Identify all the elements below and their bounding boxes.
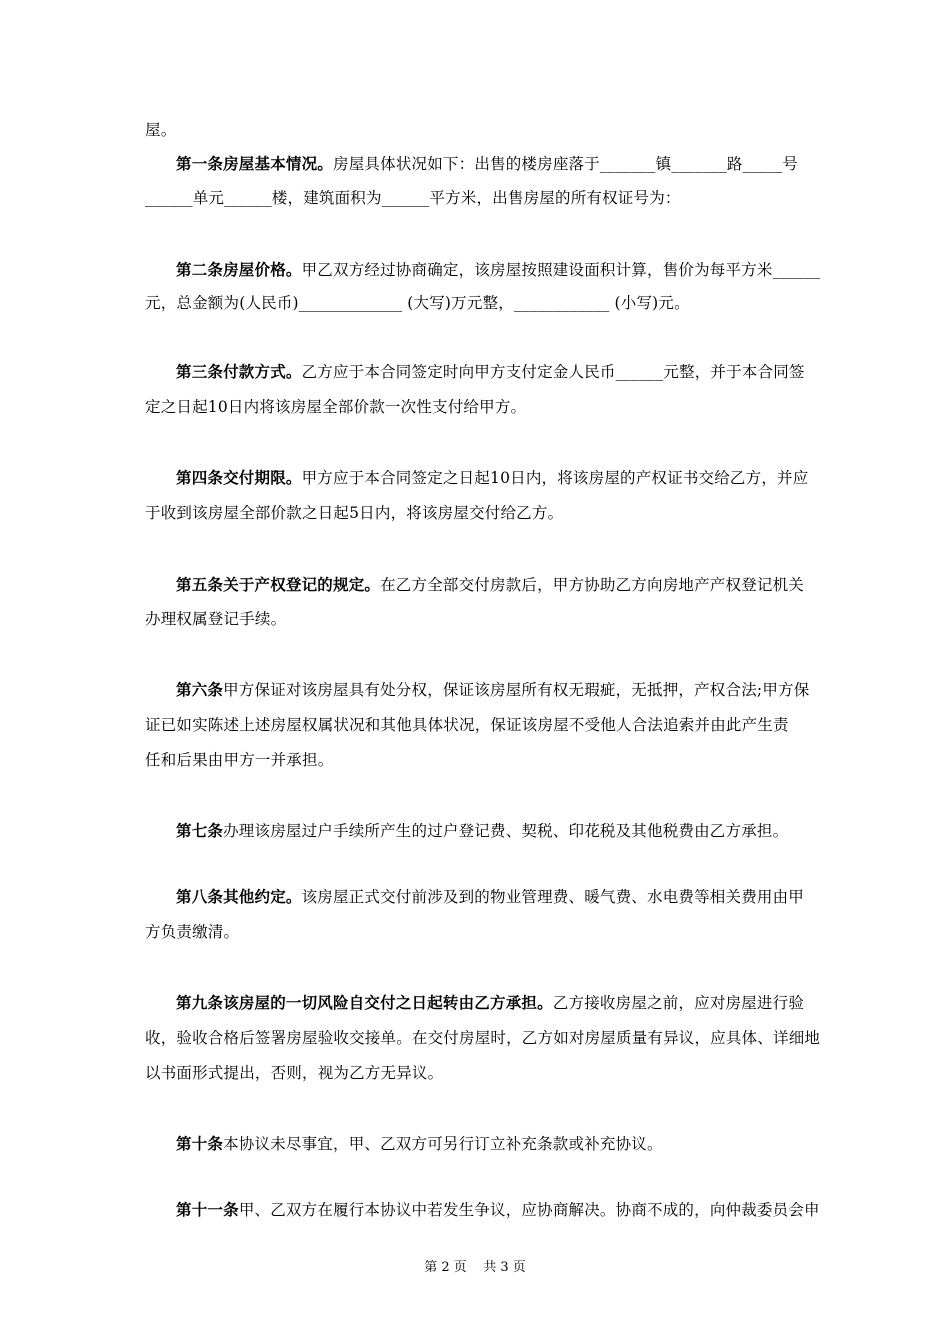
article-8-heading: 第八条其他约定。	[176, 887, 302, 906]
article-11-heading: 第十一条	[176, 1200, 239, 1219]
article-10-heading: 第十条	[176, 1134, 224, 1153]
article-8-line-2: 方负责缴清。	[145, 923, 240, 941]
article-5-heading: 第五条关于产权登记的规定。	[176, 575, 381, 594]
article-6-line-3: 任和后果由甲方一并承担。	[145, 751, 334, 769]
article-5-line-2: 办理权属登记手续。	[145, 610, 287, 628]
article-3: 第三条付款方式。乙方应于本合同签定时向甲方支付定金人民币______元整，并于本合同签	[176, 362, 805, 381]
article-4-line-2: 于收到该房屋全部价款之日起5日内，将该房屋交付给乙方。	[145, 504, 564, 522]
article-4: 第四条交付期限。甲方应于本合同签定之日起10日内，将该房屋的产权证书交给乙方，并应	[176, 468, 809, 487]
article-9-heading: 第九条该房屋的一切风险自交付之日起转由乙方承担。	[176, 993, 553, 1012]
article-9: 第九条该房屋的一切风险自交付之日起转由乙方承担。乙方接收房屋之前，应对房屋进行验	[176, 993, 805, 1012]
page-total: 共 3 页	[483, 1260, 526, 1275]
article-4-heading: 第四条交付期限。	[176, 468, 302, 487]
article-2-line-2: 元，总金额为(人民币)_____________ (大写)万元整，____________ (小写)元。	[145, 294, 690, 312]
article-5: 第五条关于产权登记的规定。在乙方全部交付房款后，甲方协助乙方向房地产产权登记机关	[176, 575, 805, 594]
article-7: 第七条办理该房屋过户手续所产生的过户登记费、契税、印花税及其他税费由乙方承担。	[176, 821, 789, 840]
article-8: 第八条其他约定。该房屋正式交付前涉及到的物业管理费、暖气费、水电费等相关费用由甲	[176, 887, 805, 906]
article-1: 第一条房屋基本情况。房屋具体状况如下：出售的楼房座落于_______镇_______路_____号	[176, 154, 799, 173]
continuation-line: 屋。	[145, 121, 177, 139]
article-1-heading: 第一条房屋基本情况。	[176, 154, 334, 173]
page-number: 第 2 页	[424, 1260, 467, 1275]
article-2-heading: 第二条房屋价格。	[176, 260, 302, 279]
article-3-heading: 第三条付款方式。	[176, 362, 302, 381]
article-6: 第六条甲方保证对该房屋具有处分权，保证该房屋所有权无瑕疵，无抵押，产权合法;甲方保	[176, 680, 810, 699]
article-1-line-2: ______单元______楼，建筑面积为______平方米，出售房屋的所有权证号为：	[145, 189, 681, 207]
article-6-line-2: 证已如实陈述上述房屋权属状况和其他具体状况，保证该房屋不受他人合法追索并由此产生责	[145, 716, 789, 734]
article-9-line-2: 收，验收合格后签署房屋验收交接单。在交付房屋时，乙方如对房屋质量有异议，应具体、详细地	[145, 1029, 821, 1047]
article-7-heading: 第七条	[176, 821, 224, 840]
article-9-line-3: 以书面形式提出，否则，视为乙方无异议。	[145, 1064, 444, 1082]
article-10: 第十条本协议未尽事宜，甲、乙双方可另行订立补充条款或补充协议。	[176, 1134, 663, 1153]
article-3-line-2: 定之日起10日内将该房屋全部价款一次性支付给甲方。	[145, 398, 527, 416]
article-2: 第二条房屋价格。甲乙双方经过协商确定，该房屋按照建设面积计算，售价为每平方米______	[176, 260, 821, 279]
page-footer	[0, 1256, 950, 1275]
article-11: 第十一条甲、乙双方在履行本协议中若发生争议，应协商解决。协商不成的，向仲裁委员会申	[176, 1200, 820, 1219]
article-6-heading: 第六条	[176, 680, 224, 699]
